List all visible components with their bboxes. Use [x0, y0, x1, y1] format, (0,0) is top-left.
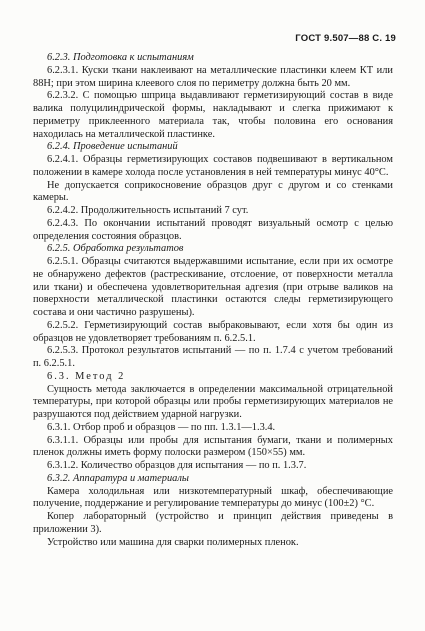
section-heading-6-3: 6.3. Метод 2: [47, 370, 126, 382]
paragraph-6-2-4-2: 6.2.4.2. Продолжительность испытаний 7 сут.: [47, 205, 249, 216]
paragraph-6-2-3-2: 6.2.3.2. С помощью шприца выдавливают герметизирующий состав в виде валика полуцилиндрической формы, накладывают и слегка прижимают к периметру приклеенного материала так, чтобы половина его основания находилась на металлической пластинке.: [33, 90, 393, 140]
paragraph-welding-device: Устройство или машина для сварки полимерных пленок.: [47, 536, 299, 548]
paragraph-6-3-1: 6.3.1. Отбор проб и образцов — по пп. 1.3.1—1.3.4.: [47, 421, 276, 433]
paragraph-6-2-5-2: 6.2.5.2. Герметизирующий состав выбраковывают, если хотя бы один из образцов не удовлетворяет требованиям п. 6.2.5.1.: [33, 319, 393, 344]
paragraph-6-2-4-1: 6.2.4.1. Образцы герметизирующих составов подвешивают в вертикальном положении в камере холода после установления в ней температуры минус 40°С.: [33, 154, 393, 178]
paragraph-cold-chamber: Камера холодильная или низкотемпературный шкаф, обеспечивающие получение, поддержание и регулирование температуры до минус (100±2) °С.: [33, 485, 393, 510]
paragraph-6-3-1-2: 6.3.1.2. Количество образцов для испытания — по п. 1.3.7.: [47, 460, 307, 471]
paragraph-6-2-3-1: 6.2.3.1. Куски ткани наклеивают на металлические пластинки клеем КТ или 88Н; при этом ширина клеевого слоя по периметру должна быть 20 мм.: [33, 64, 393, 89]
paragraph-6-2-5-3: 6.2.5.3. Протокол результатов испытаний — по п. 1.7.4 с учетом требований п. 6.2.5.1.: [33, 345, 393, 369]
section-heading-6-3-2: 6.3.2. Аппаратура и материалы: [47, 472, 189, 484]
paragraph-6-3-1-1: 6.3.1.1. Образцы или пробы для испытания бумаги, ткани и полимерных пленок должны иметь форму полоски размером (150×55) мм.: [33, 434, 393, 459]
paragraph-6-2-5-1: 6.2.5.1. Образцы считаются выдержавшими испытание, если при их осмотре не обнаружено дефектов (растрескивание, отслоение, от поверхности металла или ткани) и обеспечена удовлетворительная адгезия (при отрыве валиков на поверхности металлической пластинки остаются следы герметизирующего состава и они частично разрушены).: [33, 256, 393, 318]
document-body: [33, 52, 393, 549]
paragraph-contact-note: Не допускается соприкосновение образцов друг с другом и со стенками камеры.: [33, 179, 393, 204]
paragraph-impact-tester: Копер лабораторный (устройство и принцип действия приведены в приложении 3).: [33, 511, 393, 535]
section-heading-6-2-5: 6.2.5. Обработка результатов: [47, 243, 184, 255]
paragraph-6-2-4-3: 6.2.4.3. По окончании испытаний проводят визуальный осмотр с целью определения состояния образцов.: [33, 217, 393, 242]
section-heading-6-2-4: 6.2.4. Проведение испытаний: [47, 141, 178, 153]
running-head: ГОСТ 9.507—88 С. 19: [295, 33, 396, 44]
section-heading-6-2-3: 6.2.3. Подготовка к испытаниям: [47, 52, 194, 63]
paragraph-method-essence: Сущность метода заключается в определении максимальной отрицательной температуры, при которой образцы или пробы герметизирующих материалов не разрушаются под действием ударной нагрузки.: [33, 383, 393, 420]
